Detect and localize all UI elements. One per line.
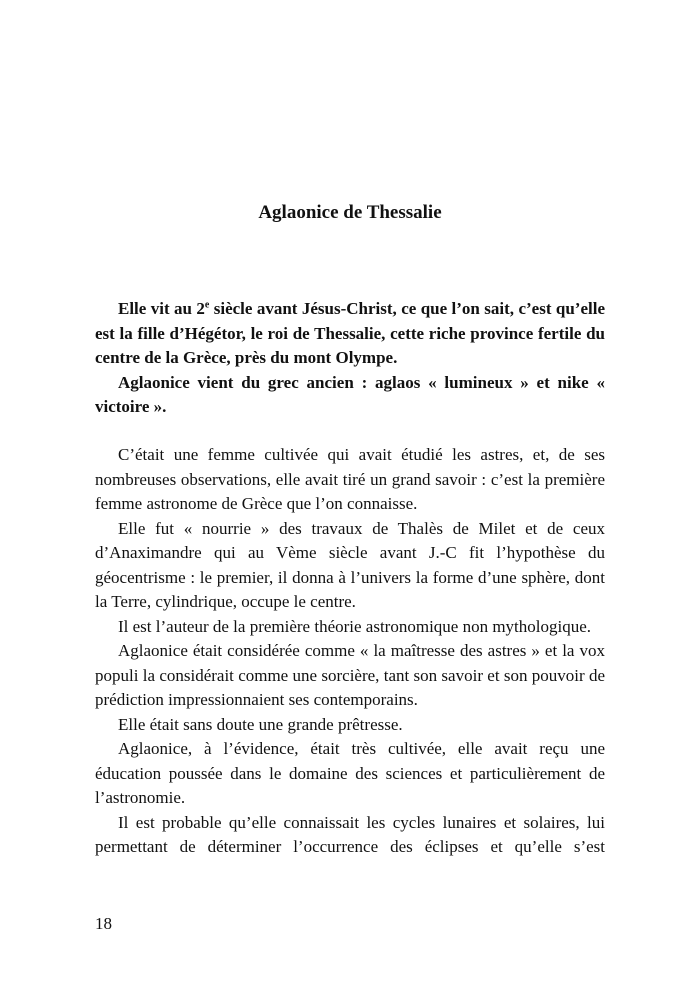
- body-paragraph: Il est l’auteur de la première théorie astronomique non mythologique.: [118, 616, 592, 636]
- body-paragraph: Elle fut « nourrie » des travaux de Thalès de Milet et de ceux d’Anaximandre qui au Vème siècle avant J.-C fit l’hypothèse du géocentrisme : le premier, il donna à l’univers la forme d’une sphère, dont la Terre, cylindrique, occupe le centre.: [95, 518, 605, 611]
- intro-text-start: Elle vit au 2: [118, 299, 205, 318]
- chapter-title: Aglaonice de Thessalie: [258, 202, 442, 223]
- ordinal-superscript: e: [204, 299, 210, 311]
- body-paragraph: Elle était sans doute une grande prêtresse.: [118, 714, 403, 734]
- intro-text-rest: siècle avant Jésus-Christ, ce que l’on sait, c’est qu’elle est la fille d’Hégétor, le roi de Thessalie, cette riche province fertile du centre de la Grèce, près du mont Olympe.: [95, 299, 605, 367]
- intro-block: [95, 297, 605, 420]
- page-number: 18: [95, 914, 112, 933]
- intro-paragraph-2: Aglaonice vient du grec ancien : aglaos « lumineux » et nike « victoire ».: [95, 372, 605, 416]
- main-text-block: [95, 443, 605, 860]
- body-paragraph: Aglaonice, à l’évidence, était très cultivée, elle avait reçu une éducation poussée dans le domaine des sciences et particulièrement de l’astronomie.: [95, 739, 605, 807]
- body-paragraph-continued: Il est probable qu’elle connaissait les cycles lunaires et solaires, lui permettant de déterminer l’occurrence des éclipses et qu’elle s’est: [95, 812, 605, 856]
- intro-paragraph-1: [95, 297, 605, 371]
- body-paragraph: C’était une femme cultivée qui avait étudié les astres, et, de ses nombreuses observations, elle avait tiré un grand savoir : c’est la première femme astronome de Grèce que l’on connaisse.: [95, 445, 605, 513]
- body-paragraph: Aglaonice était considérée comme « la maîtresse des astres » et la vox populi la considérait comme une sorcière, tant son savoir et son pouvoir de prédiction impressionnaient ses contemporains.: [95, 641, 605, 709]
